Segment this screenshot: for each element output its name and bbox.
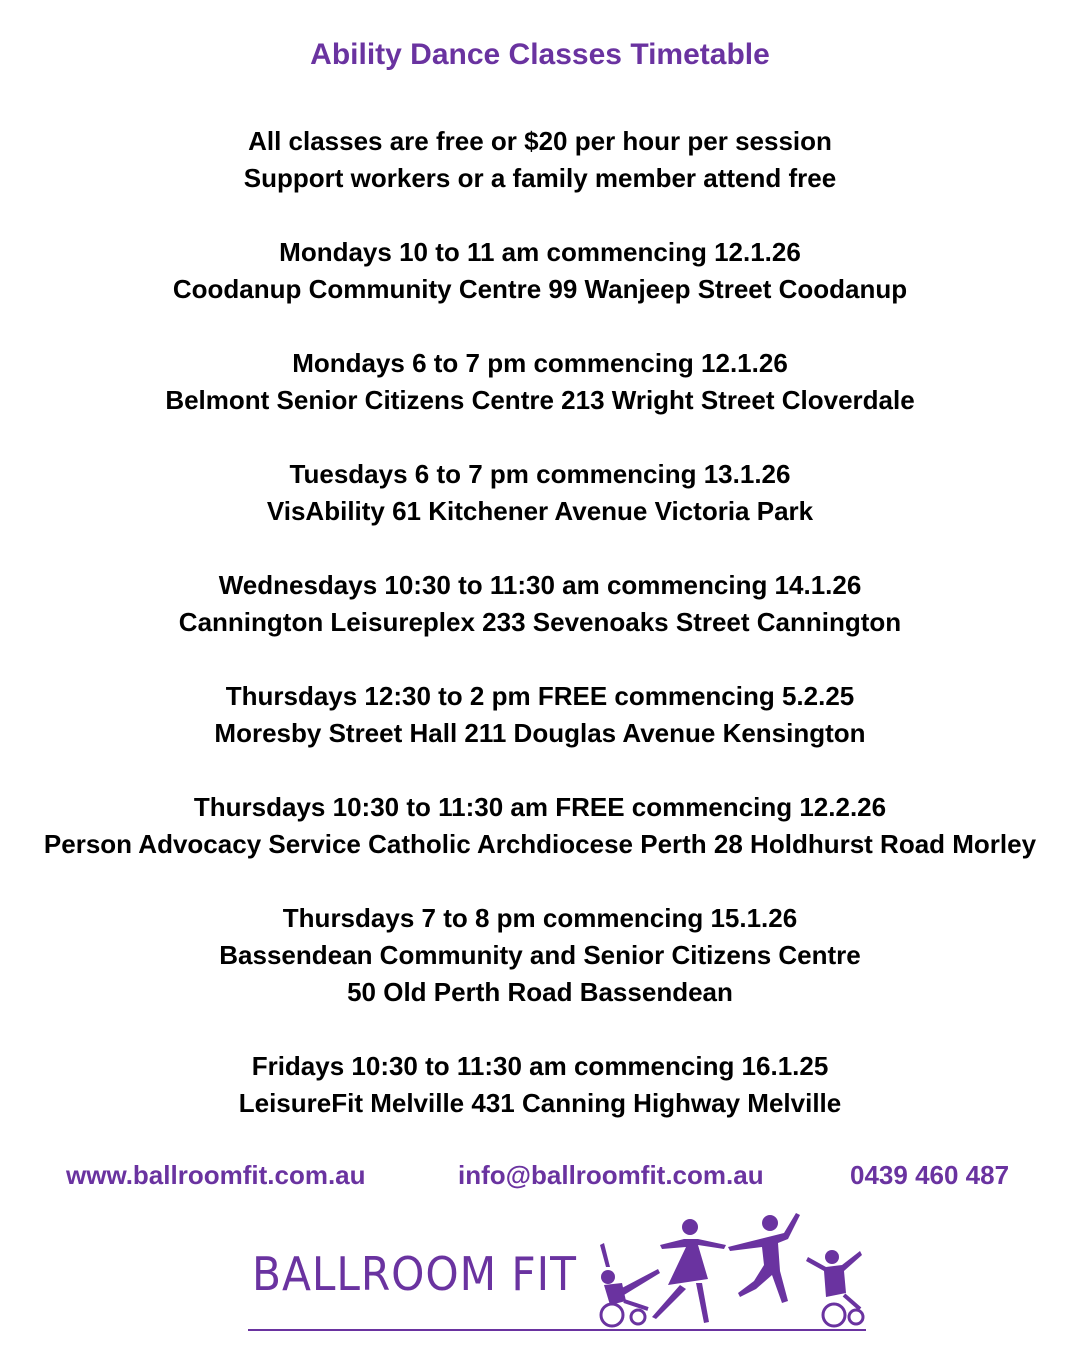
class-venue-8: LeisureFit Melville 431 Canning Highway Melville bbox=[238, 1088, 842, 1118]
class-venue-1: Coodanup Community Centre 99 Wanjeep Street Coodanup bbox=[172, 274, 908, 304]
class-schedule-2: Mondays 6 to 7 pm commencing 12.1.26 bbox=[292, 348, 788, 378]
class-schedule-5: Thursdays 12:30 to 2 pm FREE commencing 5.2.25 bbox=[225, 681, 855, 711]
website-link[interactable]: www.ballroomfit.com.au bbox=[66, 1160, 366, 1190]
class-venue-7-address: 50 Old Perth Road Bassendean bbox=[347, 977, 733, 1007]
ballroom-fit-logo bbox=[248, 1205, 868, 1335]
class-venue-4: Cannington Leisureplex 233 Sevenoaks Street Cannington bbox=[178, 607, 902, 637]
intro-support: Support workers or a family member attend free bbox=[243, 163, 837, 193]
phone-number[interactable]: 0439 460 487 bbox=[850, 1160, 1010, 1190]
class-venue-3: VisAbility 61 Kitchener Avenue Victoria Park bbox=[266, 496, 814, 526]
class-schedule-7: Thursdays 7 to 8 pm commencing 15.1.26 bbox=[282, 903, 798, 933]
page-title: Ability Dance Classes Timetable bbox=[310, 38, 770, 71]
class-venue-5: Moresby Street Hall 211 Douglas Avenue Kensington bbox=[214, 718, 866, 748]
class-schedule-3: Tuesdays 6 to 7 pm commencing 13.1.26 bbox=[289, 459, 791, 489]
dancers-silhouette-icon bbox=[248, 1205, 868, 1335]
class-schedule-6: Thursdays 10:30 to 11:30 am FREE commencing 12.2.26 bbox=[193, 792, 887, 822]
class-schedule-8: Fridays 10:30 to 11:30 am commencing 16.1.25 bbox=[251, 1051, 829, 1081]
class-schedule-1: Mondays 10 to 11 am commencing 12.1.26 bbox=[279, 237, 801, 267]
class-venue-6: Person Advocacy Service Catholic Archdiocese Perth 28 Holdhurst Road Morley bbox=[43, 829, 1037, 859]
intro-pricing: All classes are free or $20 per hour per session bbox=[248, 126, 832, 156]
class-venue-7: Bassendean Community and Senior Citizens Centre bbox=[219, 940, 861, 970]
class-schedule-4: Wednesdays 10:30 to 11:30 am commencing 14.1.26 bbox=[218, 570, 862, 600]
contact-footer bbox=[0, 1160, 1080, 1194]
logo-text: BALLROOM FIT bbox=[252, 1247, 577, 1301]
class-venue-2: Belmont Senior Citizens Centre 213 Wright Street Cloverdale bbox=[165, 385, 915, 415]
email-link[interactable]: info@ballroomfit.com.au bbox=[458, 1160, 764, 1190]
